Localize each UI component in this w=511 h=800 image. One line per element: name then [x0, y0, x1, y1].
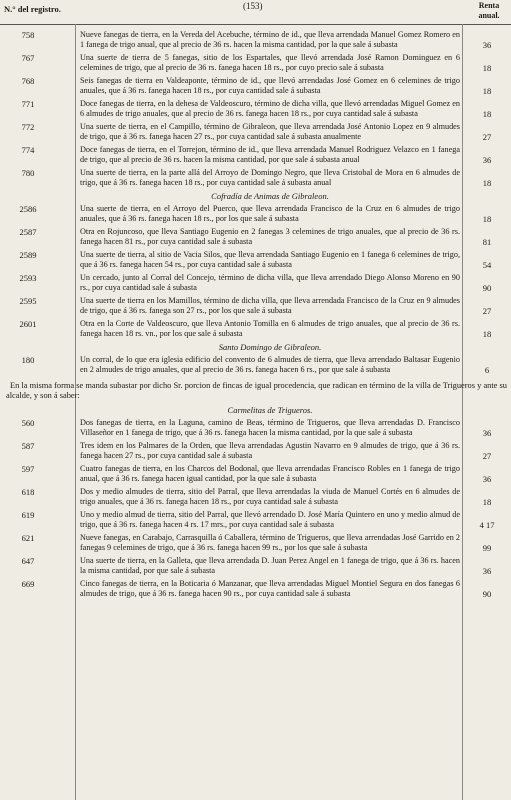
annual-rent-amount: 18: [482, 63, 492, 73]
annual-rent-amount: 36: [482, 155, 492, 165]
register-number: 2601: [19, 319, 37, 329]
register-number: 771: [21, 99, 35, 109]
entry-description: Una suerte de tierra, al sitio de Vacia Silos, que lleva arrendada Santiago Eugenio en 1 fanega 6 celemines de trigo, que á 36 rs. fanega hacen 54 rs., por cuya cantidad sale á subasta: [80, 250, 460, 269]
register-number: 772: [21, 122, 35, 132]
annual-rent-amount: 18: [482, 109, 492, 119]
register-entry: [0, 204, 511, 224]
annual-rent-amount: 90: [482, 589, 492, 599]
entry-description: Dos fanegas de tierra, en la Laguna, camino de Beas, término de Trigueros, que lleva arrendadas D. Francisco Villaseñor en 1 fanega de trigo, que á 36 rs. fanega hacen la misma cantidad, por la que sale á subasta: [80, 418, 460, 437]
annual-rent-amount: 18: [482, 497, 492, 507]
register-number-header: N.° del registro.: [4, 4, 61, 14]
annual-rent-amount: 18: [482, 86, 492, 96]
entry-description: Doce fanegas de tierra, en la dehesa de Valdeoscuro, término de dicha villa, que llevó arrendadas Miguel Gomez en 6 almudes de trigo anuales, que al precio de 36 rs. fanega hacen 18 rs., por cuya cantidad sale á subasta: [80, 99, 460, 118]
annual-rent-amount: 18: [482, 329, 492, 339]
entry-description: Cuatro fanegas de tierra, en los Charcos del Bodonal, que lleva arrendadas Francisco Robles en 1 fanega de trigo anual, que á 36 rs. fanega hacen igual cantidad, por la que sale á subasta: [80, 464, 460, 483]
annual-rent-amount: 36: [482, 40, 492, 50]
entry-description: Uno y medio almud de tierra, sitio del Parral, que llevó arrendado D. José María Quintero en uno y medio almud de trigo, que á 36 rs. fanega hacen 4 rs. 17 mrs., por cuya cantidad sale á subasta: [80, 510, 460, 529]
register-number: 2595: [19, 296, 37, 306]
entry-description: Una suerte de tierra, en el Campillo, término de Gibraleon, que lleva arrendada José Antonio Lopez en 9 almudes de trigo, que á 36 rs. fanega hacen 27 rs., por cuya cantidad sale á subasta anualmente: [80, 122, 460, 141]
entry-description: Cinco fanegas de tierra, en la Boticaria ó Manzanar, que lleva arrendadas Miguel Montiel Segura en dos fanegas 6 almudes de trigo, que á 36 rs. fanega hacen 90 rs., por cuya cantidad sale á subasta: [80, 579, 460, 598]
register-entry: [0, 99, 511, 119]
entry-description: Otra en la Corte de Valdeoscuro, que lleva Antonio Tomilla en 6 almudes de trigo anuales, que al precio de 36 rs. fanega hacen 18 rs. vn., por los que sale á subasta: [80, 319, 460, 338]
entry-description: Otra en Rojuncoso, que lleva Santiago Eugenio en 2 fanegas 3 celemines de trigo anuales, que al precio de 36 rs. fanega hacen 81 rs., por cuya cantidad sale á subasta: [80, 227, 460, 246]
entry-description: Una suerte de tierra, en el Arroyo del Puerco, que lleva arrendada Francisco de la Cruz en 6 almudes de trigo anuales, que á 36 rs. fanega hacen 18 rs., por los que sale á subasta: [80, 204, 460, 223]
entry-description: Nueve fanegas, en Carabajo, Carrasquilla ó Caballera, término de Trigueros, que lleva arrendadas José Garrido en 2 fanegas 9 celemines de trigo, que á 36 rs. fanega hacen 99 rs., por los que sale á subasta: [80, 533, 460, 552]
annual-rent-amount: 27: [482, 451, 492, 461]
register-number: 669: [21, 579, 35, 589]
annual-rent-header: Renta anual.: [478, 1, 500, 20]
register-entry: [0, 76, 511, 96]
register-number: 621: [21, 533, 35, 543]
header-rule: [0, 24, 511, 25]
register-entry: [0, 579, 511, 599]
annual-rent-amount: 4 17: [479, 520, 495, 530]
entries-group-d: [0, 418, 511, 599]
annual-rent-amount: 27: [482, 306, 492, 316]
entry-description: Tres idem en los Palmares de la Orden, que lleva arrendadas Agustin Navarro en 9 almudes de trigo, que á 36 rs. fanega hacen 27 rs., por cuya cantidad sale á subasta: [80, 441, 460, 460]
annual-rent-amount: 6: [484, 365, 490, 375]
register-number: 780: [21, 168, 35, 178]
register-entry: [0, 145, 511, 165]
annual-rent-amount: 18: [482, 214, 492, 224]
section-heading-carmelitas: Carmelitas de Trigueros.: [227, 405, 313, 415]
register-number: 560: [21, 418, 35, 428]
register-number: 2587: [19, 227, 37, 237]
page-number: (153): [243, 1, 263, 11]
annual-rent-amount: 90: [482, 283, 492, 293]
register-entry: [0, 533, 511, 553]
entries-group-b: [0, 204, 511, 339]
register-entry: [0, 296, 511, 316]
entry-description: Doce fanegas de tierra, en el Torrejon, término de id., que lleva arrendada Manuel Rodriguez Velazco en 1 fanega de trigo, que al precio de 36 rs. hacen la misma cantidad, por que sale á subasta anual: [80, 145, 460, 164]
register-entry: [0, 53, 511, 73]
register-number: 619: [21, 510, 35, 520]
annual-rent-amount: 18: [482, 178, 492, 188]
register-entry: [0, 30, 511, 50]
annual-rent-amount: 99: [482, 543, 492, 553]
register-entry: [0, 168, 511, 188]
register-number: 597: [21, 464, 35, 474]
entry-description: Seis fanegas de tierra en Valdeaponte, término de id., que llevó arrendadas José Gomez en 6 celemines de trigo anuales, que á 36 rs. fanega hacen 18 rs., por cuya cantidad sale á subasta: [80, 76, 460, 95]
register-entry: [0, 355, 511, 375]
register-number: 180: [21, 355, 35, 365]
entry-description: Una suerte de tierra, en la Galleta, que lleva arrendada D. Juan Perez Angel en 1 fanega de trigo, que á 36 rs. hacen la misma cantidad, por que sale á subasta: [80, 556, 460, 575]
annual-rent-amount: 36: [482, 428, 492, 438]
register-number: 774: [21, 145, 35, 155]
register-entry: [0, 487, 511, 507]
register-number: 767: [21, 53, 35, 63]
entries-group-c: [0, 355, 511, 375]
entry-description: Una suerte de tierra de 5 fanegas, sitio de los Espartales, que llevó arrendada José Ramon Dominguez en 6 celemines de trigo, que al precio de 36 rs. fanega hacen 18 rs., por cuyo precio sale á subasta: [80, 53, 460, 72]
section-heading-santo-domingo: Santo Domingo de Gibraleon.: [218, 342, 322, 352]
section-heading-animas: Cofradía de Animas de Gibraleon.: [211, 191, 329, 201]
register-entry: [0, 556, 511, 576]
register-entry: [0, 464, 511, 484]
register-number: 2589: [19, 250, 37, 260]
annual-rent-amount: 36: [482, 474, 492, 484]
register-entry: [0, 273, 511, 293]
annual-rent-amount: 81: [482, 237, 492, 247]
register-number: 2593: [19, 273, 37, 283]
annual-rent-amount: 54: [482, 260, 492, 270]
register-number: 758: [21, 30, 35, 40]
register-number: 618: [21, 487, 35, 497]
register-entry: [0, 510, 511, 530]
entry-description: Un corral, de lo que era iglesia edificio del convento de 6 almudes de tierra, que lleva arrendado Baltasar Eugenio en 2 almudes de trigo anuales, que al precio de 36 rs. fanega hacen 6 rs., por que sale á subasta: [80, 355, 460, 374]
annual-rent-amount: 36: [482, 566, 492, 576]
entry-description: Dos y medio almudes de tierra, sitio del Parral, que lleva arrendadas la viuda de Manuel Cortés en 6 almudes de trigo anuales, que á 36 rs. fanega hacen 18 rs., por cuya cantidad sale á subasta: [80, 487, 460, 506]
entry-description: Una suerte de tierra, en la parte allá del Arroyo de Domingo Negro, que lleva Cristobal de Mora en 6 almudes de trigo, que á 36 rs. fanega hacen 18 rs., por cuya cantidad sale á subasta anual: [80, 168, 460, 187]
entry-description: Un cercado, junto al Corral del Concejo, término de dicha villa, que lleva arrendado Diego Alonso Moreno en 90 rs., por cuya cantidad sale á subasta: [80, 273, 460, 292]
entry-description: Una suerte de tierra en los Mamillos, término de dicha villa, que lleva arrendada Francisco de la Cruz en 9 almudes de trigo, que á 36 rs. fanega son 27 rs., por los que sale á subasta: [80, 296, 460, 315]
register-entry: [0, 441, 511, 461]
register-number: 587: [21, 441, 35, 451]
annual-rent-amount: 27: [482, 132, 492, 142]
transition-paragraph: En la misma forma se manda subastar por dicho Sr. porcion de fincas de igual procedencia, que radican en término de la villa de Trigueros y ante su alcalde, y son á saber:: [6, 381, 507, 400]
listing-content: [0, 30, 511, 602]
register-number: 2586: [19, 204, 37, 214]
register-entry: [0, 418, 511, 438]
register-entry: [0, 250, 511, 270]
entries-group-a: [0, 30, 511, 188]
register-entry: [0, 319, 511, 339]
register-number: 768: [21, 76, 35, 86]
register-entry: [0, 227, 511, 247]
register-number: 647: [21, 556, 35, 566]
entry-description: Nueve fanegas de tierra, en la Vereda del Acebuche, término de id., que lleva arrendada Manuel Gomez Romero en 1 fanega de trigo anual, que al precio de 36 rs. hacen la misma cantidad, por la que sale á subasta: [80, 30, 460, 49]
register-entry: [0, 122, 511, 142]
